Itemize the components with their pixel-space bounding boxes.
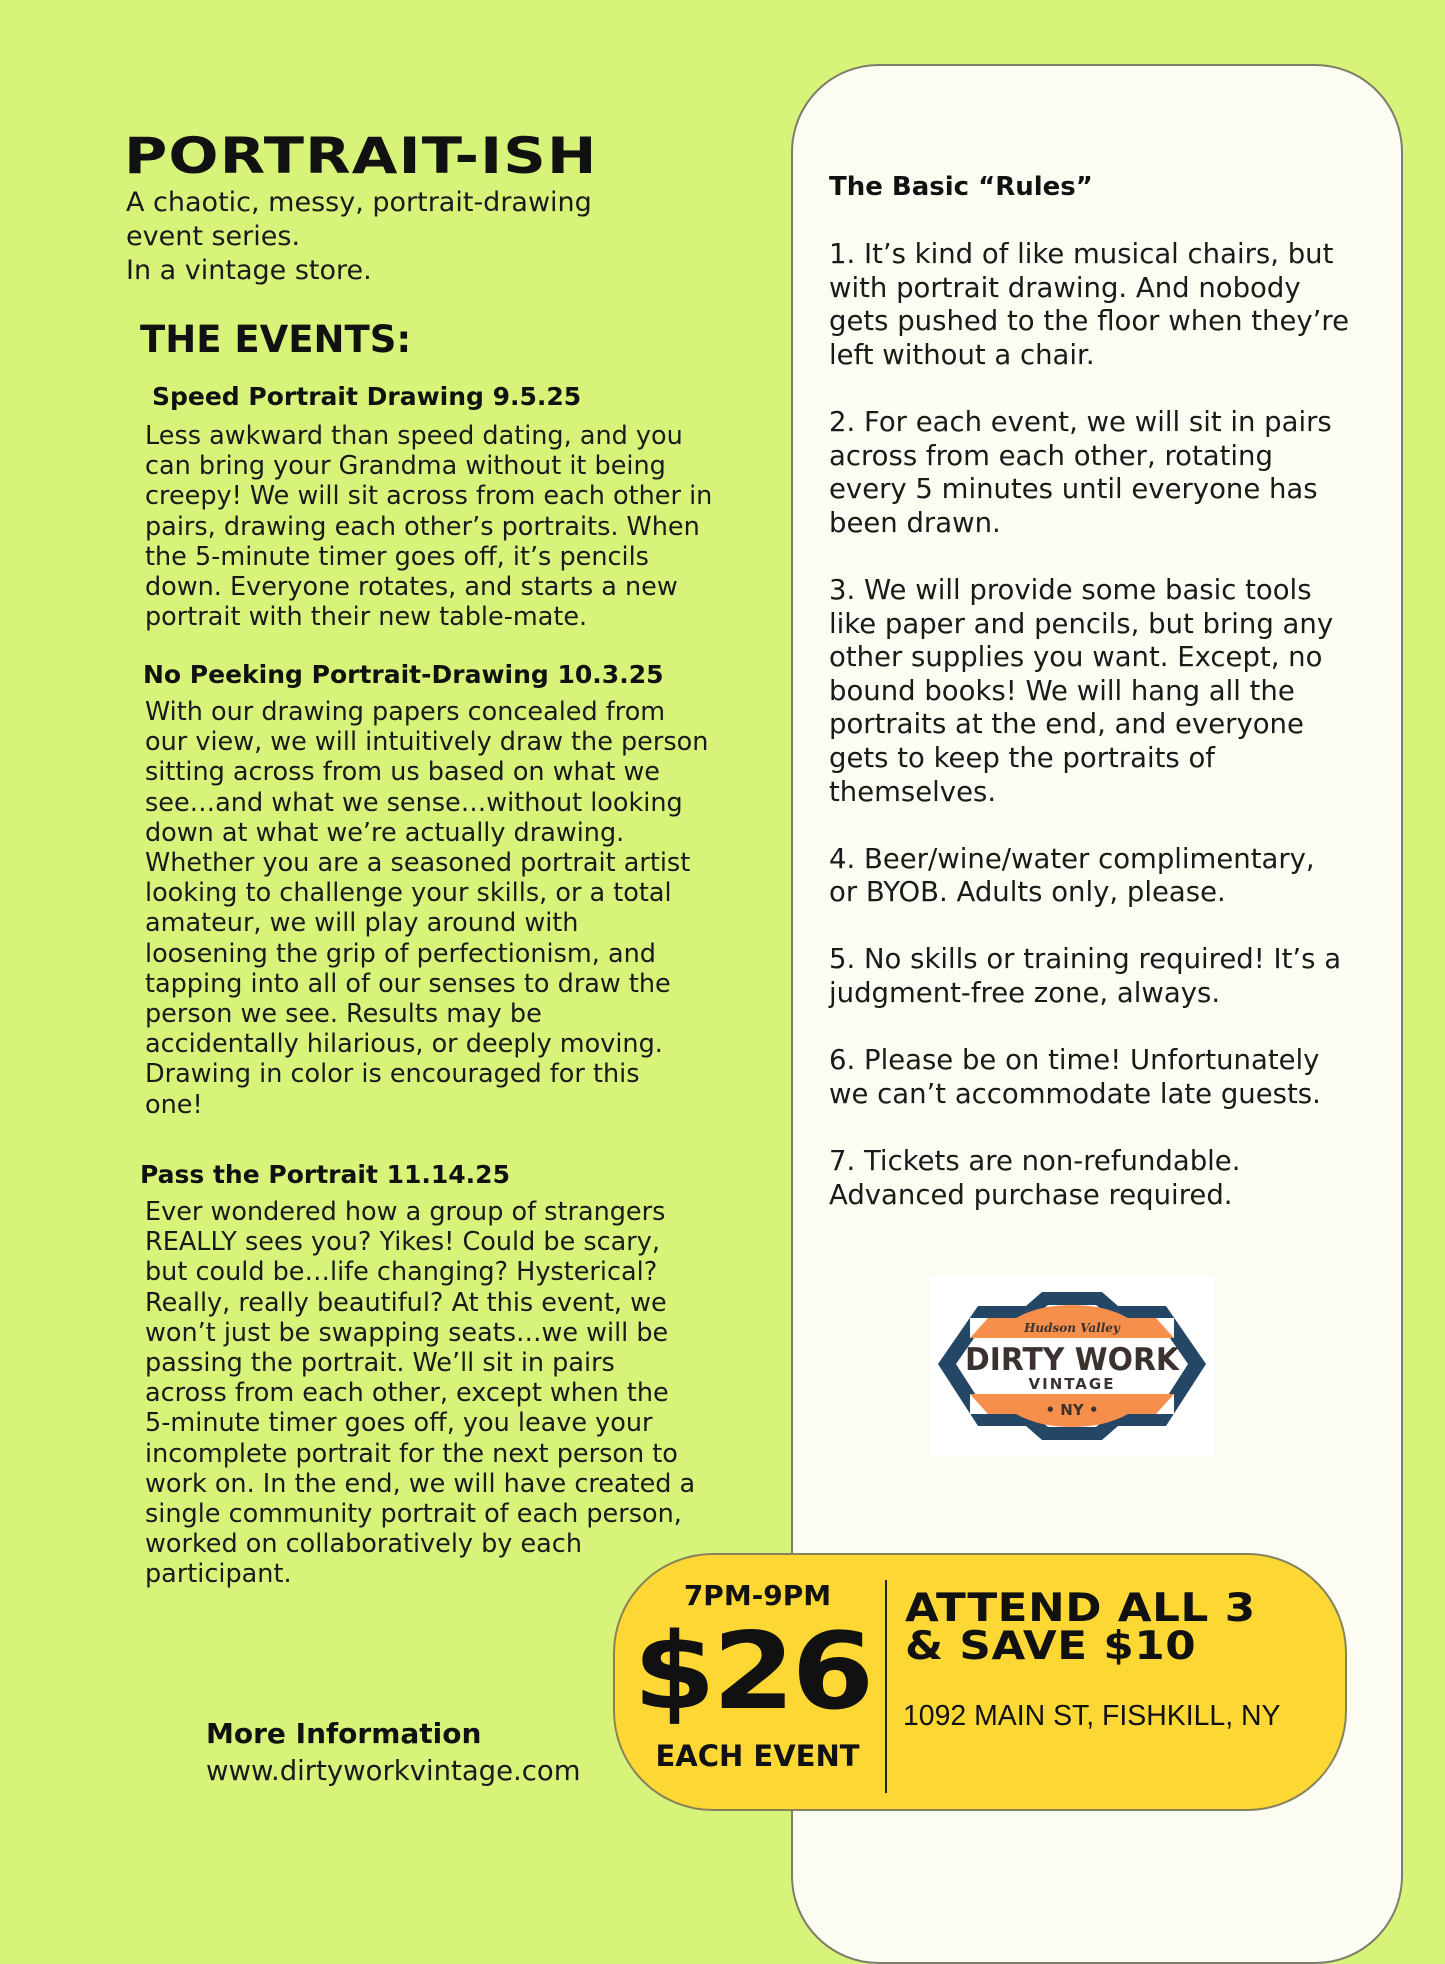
event-time: 7PM-9PM <box>683 1579 832 1612</box>
body-line: Whether you are a seasoned portrait artist <box>145 848 691 879</box>
more-info-label: More Information <box>206 1717 482 1750</box>
rule-line: gets pushed to the floor when they’re <box>829 305 1350 338</box>
rule-line: 4. Beer/wine/water complimentary, <box>829 842 1315 875</box>
body-line: person we see. Results may be <box>145 999 542 1030</box>
rule-line: with portrait drawing. And nobody <box>829 271 1301 304</box>
rule-line: every 5 minutes until everyone has <box>829 473 1318 506</box>
body-line: 5-minute timer goes off, you leave your <box>145 1408 653 1439</box>
rule-item <box>829 1145 1389 1212</box>
rule-line: 5. No skills or training required! It’s a <box>829 943 1342 976</box>
rule-line: like paper and pencils, but bring any <box>829 607 1334 640</box>
subtitle-line: A chaotic, messy, portrait-drawing <box>126 187 592 218</box>
body-line: accidentally hilarious, or deeply moving. <box>145 1029 663 1060</box>
rule-line: we can’t accommodate late guests. <box>829 1077 1321 1110</box>
rule-line: 1. It’s kind of like musical chairs, but <box>829 238 1334 270</box>
rule-line: across from each other, rotating <box>829 439 1273 472</box>
subtitle-line: event series. <box>126 221 301 252</box>
rule-line: judgment-free zone, always. <box>829 977 1221 1010</box>
svg-text:VINTAGE: VINTAGE <box>1028 1375 1116 1393</box>
rule-line: 6. Please be on time! Unfortunately <box>829 1044 1320 1077</box>
subtitle <box>126 186 646 288</box>
body-line: amateur, we will play around with <box>145 908 579 939</box>
rule-line: 3. We will provide some basic tools <box>829 573 1312 606</box>
rule-line: themselves. <box>829 775 997 808</box>
rule-line: other supplies you want. Except, no <box>829 641 1323 674</box>
event-title-no-peeking: No Peeking Portrait-Drawing 10.3.25 <box>143 660 664 689</box>
body-line: one! <box>145 1089 203 1120</box>
body-line: sitting across from us based on what we <box>145 757 660 788</box>
bundle-promo <box>905 1586 1256 1669</box>
rule-line: 2. For each event, we will sit in pairs <box>829 405 1332 438</box>
rule-line: gets to keep the portraits of <box>829 741 1215 774</box>
event-body-speed-portrait <box>145 421 725 632</box>
dirty-work-vintage-logo <box>930 1276 1214 1456</box>
rule-item <box>829 238 1389 372</box>
body-line: Drawing in color is encouraged for this <box>145 1059 640 1090</box>
body-line: down. Everyone rotates, and starts a new <box>145 572 678 603</box>
rule-line: Advanced purchase required. <box>829 1178 1233 1211</box>
body-line: REALLY sees you? Yikes! Could be scary, <box>145 1227 660 1258</box>
body-line: worked on collaboratively by each <box>145 1529 582 1560</box>
rule-line: been drawn. <box>829 506 1001 539</box>
body-line: Really, really beautiful? At this event, we <box>145 1287 667 1318</box>
body-line: single community portrait of each person, <box>145 1499 682 1530</box>
rule-line: left without a chair. <box>829 338 1095 371</box>
rule-item <box>829 406 1389 540</box>
body-line: across from each other, except when the <box>145 1378 669 1409</box>
body-line: Ever wondered how a group of strangers <box>145 1197 666 1227</box>
rule-item <box>829 1044 1389 1111</box>
rule-line: or BYOB. Adults only, please. <box>829 876 1226 909</box>
body-line: loosening the grip of perfectionism, and <box>145 938 656 969</box>
svg-text:Hudson Valley: Hudson Valley <box>1024 1321 1120 1335</box>
event-title-pass-the-portrait: Pass the Portrait 11.14.25 <box>140 1160 510 1189</box>
rule-item <box>829 843 1389 910</box>
body-line: looking to challenge your skills, or a total <box>145 878 672 909</box>
logo-badge-icon <box>930 1276 1214 1456</box>
price-per-label: EACH EVENT <box>655 1739 860 1773</box>
svg-text:DIRTY WORK: DIRTY WORK <box>965 1342 1180 1378</box>
body-line: see…and what we sense…without looking <box>145 787 683 818</box>
body-line: can bring your Grandma without it being <box>145 451 666 482</box>
body-line: portrait with their new table-mate. <box>145 602 588 633</box>
page-title: PORTRAIT-ISH <box>124 127 598 185</box>
event-body-pass-the-portrait <box>145 1197 725 1590</box>
body-line: our view, we will intuitively draw the person <box>145 727 709 758</box>
event-title-speed-portrait: Speed Portrait Drawing 9.5.25 <box>152 382 582 411</box>
body-line: creepy! We will sit across from each other in <box>145 481 713 512</box>
subtitle-line: In a vintage store. <box>126 255 372 286</box>
body-line: the 5-minute timer goes off, it’s pencils <box>145 541 649 572</box>
body-line: won’t just be swapping seats…we will be <box>145 1317 669 1348</box>
event-price: $26 <box>633 1610 871 1733</box>
body-line: With our drawing papers concealed from <box>145 697 666 727</box>
events-heading: THE EVENTS: <box>140 318 412 361</box>
rule-line: portraits at the end, and everyone <box>829 708 1304 741</box>
svg-text:• NY •: • NY • <box>1045 1401 1099 1419</box>
body-line: incomplete portrait for the next person to <box>145 1438 678 1469</box>
rule-line: 7. Tickets are non-refundable. <box>829 1145 1241 1178</box>
rule-line: bound books! We will hang all the <box>829 674 1295 707</box>
body-line: work on. In the end, we will have created a <box>145 1468 696 1499</box>
rule-item <box>829 574 1389 809</box>
rules-list <box>829 238 1389 1246</box>
promo-line: ATTEND ALL 3 <box>905 1586 1256 1631</box>
venue-address: 1092 MAIN ST, FISHKILL, NY <box>903 1700 1281 1732</box>
body-line: but could be…life changing? Hysterical? <box>145 1257 658 1288</box>
body-line: participant. <box>145 1559 292 1590</box>
promo-line: & SAVE $10 <box>905 1624 1197 1669</box>
rule-item <box>829 943 1389 1010</box>
rules-heading: The Basic “Rules” <box>829 172 1093 202</box>
body-line: passing the portrait. We’ll sit in pairs <box>145 1348 615 1379</box>
body-line: Less awkward than speed dating, and you <box>145 421 683 451</box>
body-line: tapping into all of our senses to draw the <box>145 968 671 999</box>
event-body-no-peeking <box>145 697 725 1120</box>
body-line: pairs, drawing each other’s portraits. When <box>145 511 700 542</box>
body-line: down at what we’re actually drawing. <box>145 817 625 848</box>
website-link[interactable]: www.dirtyworkvintage.com <box>206 1755 581 1787</box>
